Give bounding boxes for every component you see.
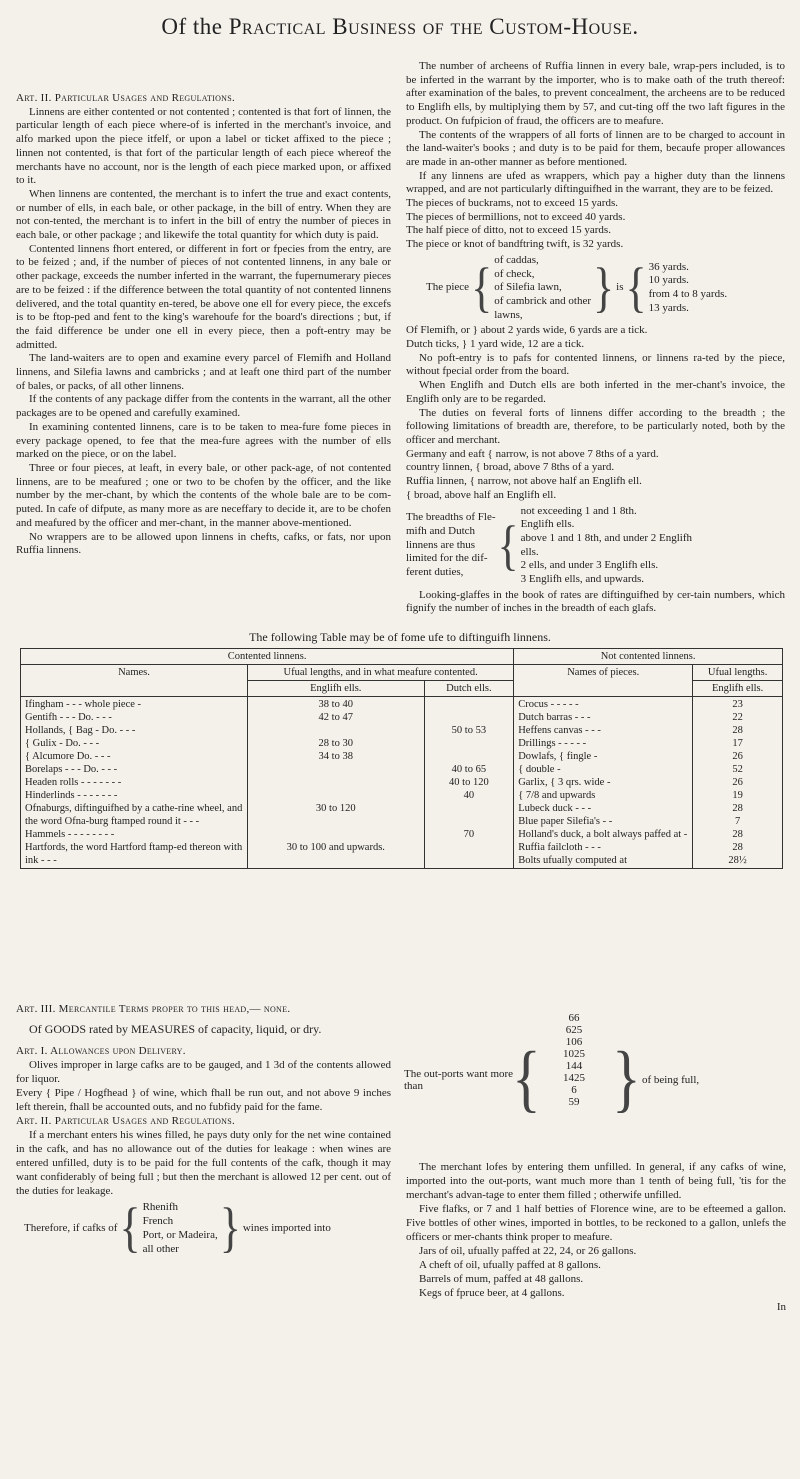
paragraph: Contented linnens fhort entered, or different in fort or fpecies from the entry, are to be feized ; and, if the number of pieces of not contented linnens, in any bale or other package, exceeds the number inferted in the warrant, the fupernumerary pieces are to be feized : if the difference between the total quantity of not contented linnens delivered, and the total quantity en-tered, be above one ell for every piece, the excefs is to be ftop-ped and fent to the king's warehoufe for the board's directions ; but, if the faid difference be under one ell in every piece, then a poft-entry may be admitted.	[16, 242, 391, 351]
looking-glass-paragraph: Looking-glaffes in the book of rates are diftinguifhed by cer-tain numbers, which fignify the number of inches in the breadth of each glafs.	[406, 588, 785, 615]
table-row-name: { 7/8 and upwards	[518, 790, 596, 801]
table-row-name: Hammels - - - - - - - -	[25, 829, 115, 840]
piece-items	[494, 254, 591, 323]
therefore-lead: Therefore, if cafks of	[24, 1222, 118, 1234]
table-row-name: Heffens canvas - - -	[518, 725, 601, 736]
right-eng-cell	[693, 697, 783, 869]
piece-lead: The piece	[426, 281, 470, 294]
paragraph: When Englifh and Dutch ells are both inferted in the mer-chant's invoice, the Englifh only are to be regarded.	[406, 379, 785, 405]
brace-open-icon: {	[471, 256, 493, 319]
breadth-item: not exceeding 1 and 1 8th.	[520, 504, 637, 517]
linnens-table	[20, 648, 783, 869]
outports-number: 106	[565, 1036, 583, 1048]
breadth-lead-line: ferent duties,	[406, 566, 464, 579]
table-row-name: Ofnaburgs, diftinguifhed by a cathe-rine wheel, and the word Ofna-burg ftamped round it - - -	[25, 803, 243, 827]
outports-tail: of being full,	[642, 1074, 700, 1086]
piece-item: of check,	[494, 267, 535, 280]
paragraph: If any linnens are ufed as wrappers, which pay a higher duty than the linnens wrapped, and are not particularly diftinguifhed in the warrant, they are to be feized.	[406, 169, 785, 196]
piece-item: lawns,	[494, 308, 523, 321]
table-row-name: { Gulix - Do. - - -	[25, 738, 100, 749]
paragraph: The land-waiters are to open and examine every parcel of Flemifh and Holland linnens, and Silefia lawns and cambricks ; and at leaft one third part of the number of bales, or packs, of all other linnens.	[16, 352, 391, 392]
paragraph: If the contents of any package differ from the contents in the warrant, all the other packages are to be opened and carefully examined.	[16, 393, 391, 420]
breadth-brace-block	[406, 505, 785, 587]
breadth-lead-line: linnens are thus	[406, 538, 476, 551]
piece-item: of cambrick and other	[494, 294, 592, 307]
piece-value: 13 yards.	[648, 301, 689, 314]
table-row-dutch	[429, 711, 510, 724]
piece-value: 36 yards.	[648, 260, 689, 273]
table-row-eng: 17	[732, 738, 743, 749]
pieces-line: The pieces of buckrams, not to exceed 15 yards.	[406, 197, 618, 210]
bottom-right-paragraphs	[406, 1160, 786, 1300]
brace-open-icon: {	[625, 256, 647, 319]
pieces-line: The pieces of bermillions, not to exceed 40 yards.	[406, 210, 626, 223]
art3-heading: Art. III. Mercantile Terms proper to this head,— none.	[16, 1003, 291, 1015]
col-eng: Englifh ells.	[248, 681, 425, 697]
brace-open-icon: {	[497, 514, 519, 576]
table-row-name: Holland's duck, a bolt always paffed at -	[518, 829, 688, 840]
table-row-name: Ruffia failcloth - - -	[518, 842, 601, 853]
breadth-item: 2 ells, and under 3 Englifh ells.	[520, 559, 659, 572]
table-row-name: { double -	[518, 764, 561, 775]
flemish-line: Dutch ticks, } 1 yard wide, 12 are a tick.	[406, 338, 585, 351]
paragraph: A cheft of oil, ufually paffed at 8 gallons.	[419, 1259, 601, 1271]
pieces-lines	[406, 197, 785, 252]
wine-kind: Port, or Madeira,	[142, 1229, 218, 1241]
table-row-eng: 28	[732, 829, 743, 840]
table-row-name: { Alcumore Do. - - -	[25, 751, 111, 762]
col-dutch: Dutch ells.	[424, 681, 514, 697]
paragraph: The contents of the wrappers of all forts of linnen are to be charged to account in the land-waiter's books ; and duty is to be paid for them, becaufe proper allowances are made in an-other manner as before mentioned.	[406, 128, 785, 168]
table-row-eng: 30 to 120	[315, 803, 356, 814]
breadth-lead-line: mifh and Dutch	[406, 525, 476, 538]
table-row-dutch	[429, 841, 510, 867]
piece-item: of Silefia lawn,	[494, 281, 562, 294]
art1-heading: Art. I. Allowances upon Delivery.	[16, 1045, 186, 1057]
table-row-dutch: 40	[463, 790, 475, 801]
group-contented: Contented linnens.	[21, 649, 514, 665]
table-row-name: Drillings - - - - -	[518, 738, 587, 749]
table-row-eng: 34 to 38	[318, 751, 353, 762]
table-title: The following Table may be of fome ufe to diftinguifh linnens.	[249, 630, 551, 644]
page-title-prefix: Of the	[161, 14, 223, 39]
table-row-dutch: 50 to 53	[451, 725, 487, 736]
pieces-line: The half piece of ditto, not to exceed 15 yards.	[406, 224, 611, 237]
art2b-text: If a merchant enters his wines filled, he pays duty only for the net wine contained in the cafk, and has no allowance out of the duties for leakage : when wines are entered unfilled, duty is to be paid for the full contents of the cafk, though it may want confiderably of being full ; but then the merchant is allowed 12 per cent. out of the duties for leakage.	[16, 1129, 391, 1197]
pieces-line: The piece or knot of bandftring twift, is 32 yards.	[406, 238, 624, 251]
left-column	[16, 92, 391, 558]
left-eng-cell	[248, 697, 425, 869]
germany-line: Germany and eaft { narrow, is not above 7 8ths of a yard.	[406, 447, 659, 460]
breadth-lead-line: The breadths of Fle-	[406, 511, 496, 524]
brace-open-icon: {	[512, 1036, 541, 1120]
right-column	[406, 60, 785, 616]
paragraph: Three or four pieces, at leaft, in every bale, or other pack-age, of not contented linnens, are to be meafured ; one or two to be chofen by the officer, and the like number by the mer-chant, by which the contents of the whole bale are to be com-puted. In cafe of difpute, as many more as are neceffary to decide it, are to be chofen and meafured by the officer and mer-chant, in the manner above-mentioned.	[16, 461, 391, 529]
table-row-eng: 42 to 47	[318, 712, 353, 723]
outports-number: 144	[565, 1060, 583, 1072]
breadth-item: 3 Englifh ells, and upwards.	[520, 573, 645, 586]
paragraph: When linnens are contented, the merchant is to infert the true and exact contents, or number of ells, in each bale, or other package, in the bill of entry. When they are not con-tented, the merchant is to infert in the bill of entry the number of pieces in each bale, or other package ; and likewife the total quantity for which duty is paid.	[16, 187, 391, 242]
breadth-item: Englifh ells.	[520, 518, 575, 531]
paragraph: No poft-entry is to pafs for contented linnens, or linnens ra-ted by the piece, without fpecial order from the board.	[406, 351, 785, 378]
table-row-name: Dutch barras - - -	[518, 712, 591, 723]
brace-close-icon: }	[219, 1196, 241, 1258]
piece-is: is	[616, 281, 624, 294]
table-row-dutch	[429, 750, 510, 763]
table-row-eng: 52	[732, 764, 743, 775]
table-row-eng	[252, 828, 420, 841]
col-usual: Ufual lengths, and in what meafure contented.	[248, 665, 514, 681]
wine-kind: French	[142, 1215, 174, 1227]
breadth-lead-line: limited for the dif-	[406, 552, 488, 565]
table-row-eng: 28	[732, 725, 743, 736]
table-row-name: Ifingham - - - whole piece -	[25, 699, 142, 710]
table-row-name: Gentifh - - - Do. - - -	[25, 712, 112, 723]
paragraph: The number of archeens of Ruffia linnen in every bale, wrap-pers included, is to be inferted in the warrant by the importer, who is to make oath of the truth thereof: after examination of the bales, to prevent concealment, the archeens are to be reduced to Englifh ells, by multiplying them by 57, and cut-ting off the two laft figures in the product. On fufpicion of fraud, the officers are to meafure.	[406, 60, 785, 127]
table-row-eng	[252, 763, 420, 776]
left-dutch-cell	[424, 697, 514, 869]
outports-number: 625	[565, 1024, 583, 1036]
table-row-name: Headen rolls - - - - - - -	[25, 777, 122, 788]
col-names: Names.	[21, 665, 248, 697]
page-title-main: Practical Business of the Custom-House.	[228, 14, 639, 39]
table-row-dutch: 70	[463, 829, 475, 840]
table-row-eng: 28	[732, 803, 743, 814]
bottom-right-column	[406, 1160, 786, 1314]
brace-close-icon: }	[612, 1036, 641, 1120]
piece-item: of caddas,	[494, 253, 539, 266]
wine-tail: wines imported into	[242, 1222, 331, 1234]
outports-number: 59	[568, 1096, 580, 1108]
art2b-heading: Art. II. Particular Usages and Regulations.	[16, 1115, 236, 1127]
flemish-line: Of Flemifh, or } about 2 yards wide, 6 yards are a tick.	[406, 324, 648, 337]
piece-value: 10 yards.	[648, 274, 689, 287]
table-row-dutch	[429, 698, 510, 711]
therefore-block	[24, 1196, 391, 1258]
right-names-cell	[514, 697, 693, 869]
table-row-dutch	[429, 737, 510, 750]
wine-kind: all other	[142, 1243, 179, 1255]
brace-open-icon: {	[119, 1196, 141, 1258]
table-row-eng: 28½	[728, 855, 747, 866]
russia-linnen-paragraphs	[406, 60, 785, 197]
table-row-name: Hollands, { Bag - Do. - - -	[25, 725, 136, 736]
outports-numbers	[539, 1012, 609, 1108]
table-row-eng: 26	[732, 777, 743, 788]
art2-heading: Art. II. Particular Usages and Regulations.	[16, 92, 236, 104]
table-row-name: Hinderlinds - - - - - - -	[25, 790, 118, 801]
page-title	[0, 0, 800, 54]
outports-number: 1425	[563, 1072, 585, 1084]
paragraph: Linnens are either contented or not contented ; contented is that fort of linnen, the particular length of each piece where-of is inferted in the merchant's invoice, and alfo marked upon the piece itfelf, or upon a label or ticket affixed to the piece ; linnen not contented, is that fort of the particular length of each piece whereof the merchants have no account, nor is the length of each piece marked upon, or affixed to it.	[16, 105, 391, 187]
col-usual2: Ufual lengths.	[693, 665, 783, 681]
germany-line: Ruffia linnen, { narrow, not above half an Englifh ell.	[406, 475, 642, 488]
table-row-name: Bolts ufually computed at	[518, 855, 627, 866]
paragraph: Five flafks, or 7 and 1 half betties of Florence wine, are to be efteemed a gallon. Five bottles of other wines, imported in bottles, to be reckoned to a gallon, unlefs the officers or mer-chants think proper to meafure.	[406, 1203, 786, 1243]
table-row-eng	[252, 789, 420, 802]
flemish-lines	[406, 324, 785, 351]
every-line: Every { Pipe / Hogfhead } of wine, which fhall be run out, and not above 9 inches left therein, fhall be accounted outs, and no fubfidy paid for the fame.	[16, 1087, 391, 1113]
table-row-dutch: 40 to 120	[449, 777, 489, 788]
paragraph: Kegs of fpruce beer, at 4 gallons.	[419, 1287, 565, 1299]
paragraph: No wrappers are to be allowed upon linnens in chefts, cafks, or fats, nor upon Ruffia linnens.	[16, 530, 391, 557]
table-row-dutch	[429, 802, 510, 828]
paragraph: Jars of oil, ufually paffed at 22, 24, or 26 gallons.	[419, 1245, 637, 1257]
table-row-eng: 30 to 100 and upwards.	[286, 842, 385, 853]
wine-kind: Rhenifh	[142, 1201, 179, 1213]
table-row-name: Lubeck duck - - -	[518, 803, 592, 814]
paragraph: In examining contented linnens, care is to be taken to mea-fure fome pieces in every package opened, to fee that the mea-fure agrees with the number of ells marked on the piece, or on the label.	[16, 420, 391, 461]
brace-close-icon: }	[593, 256, 615, 319]
art2-paragraphs	[16, 106, 391, 558]
paragraph: Barrels of mum, paffed at 48 gallons.	[419, 1273, 584, 1285]
germany-line: { broad, above half an Englifh ell.	[406, 488, 557, 501]
left-names-cell	[21, 697, 248, 869]
outports-number: 6	[571, 1084, 577, 1096]
breadth-item: ells.	[520, 545, 539, 558]
wine-kinds	[143, 1200, 218, 1256]
catchword: In	[776, 1301, 786, 1313]
table-row-name: Blue paper Silefia's - -	[518, 816, 613, 827]
table-row-name: Garlix, { 3 qrs. wide -	[518, 777, 611, 788]
table-row-eng: 23	[732, 699, 743, 710]
breadth-item: above 1 and 1 8th, and under 2 Englifh	[520, 531, 693, 544]
group-not-contented: Not contented linnens.	[514, 649, 783, 665]
piece-value: from 4 to 8 yards.	[648, 288, 728, 301]
outports-lead: The out-ports want more than	[404, 1068, 514, 1092]
bottom-left-column	[16, 1002, 391, 1258]
table-row-eng: 7	[734, 816, 741, 827]
table-row-eng: 26	[732, 751, 743, 762]
table-row-eng: 19	[732, 790, 743, 801]
paragraph: The duties on feveral forts of linnens differ according to the breadth ; the following limitations of breadth are, therefore, to be particularly noted, both by the officer and merchant.	[406, 406, 785, 446]
outports-number: 66	[568, 1012, 580, 1024]
art1-text: Olives improper in large cafks are to be gauged, and 1 3d of the contents allowed for liquor.	[16, 1059, 391, 1085]
table-row-eng: 22	[732, 712, 743, 723]
piece-values	[649, 261, 728, 316]
table-row-eng: 28 to 30	[318, 738, 353, 749]
paragraph: The merchant lofes by entering them unfilled. In general, if any cafks of wine, imported into the out-ports, want much more than 1 tenth of being full, 'tis for the merchant's advan-tage to enter them filled ; otherwife unfilled.	[406, 1161, 786, 1201]
outports-block	[404, 1012, 784, 1154]
germany-lines	[406, 448, 785, 503]
table-row-name: Hartfords, the word Hartford ftamp-ed thereon with ink - - -	[25, 842, 243, 866]
table-row-eng	[252, 776, 420, 789]
breadth-items	[521, 505, 692, 587]
outports-number: 1025	[563, 1048, 585, 1060]
col-eng2: Englifh ells.	[693, 681, 783, 697]
breadth-lead	[406, 511, 496, 580]
entry-paragraphs	[406, 352, 785, 448]
goods-heading: Of GOODS rated by MEASURES of capacity, liquid, or dry.	[29, 1022, 322, 1036]
col-names2: Names of pieces.	[514, 665, 693, 697]
table-row-name: Crocus - - - - -	[518, 699, 579, 710]
table-row-name: Borelaps - - - Do. - - -	[25, 764, 118, 775]
piece-brace-block	[426, 254, 785, 323]
table-row-eng	[252, 724, 420, 737]
table-row-name: Dowlafs, { fingle -	[518, 751, 598, 762]
germany-line: country linnen, { broad, above 7 8ths of a yard.	[406, 461, 615, 474]
table-row-dutch: 40 to 65	[451, 764, 487, 775]
table-row-eng: 38 to 40	[318, 699, 353, 710]
table-row-eng: 28	[732, 842, 743, 853]
